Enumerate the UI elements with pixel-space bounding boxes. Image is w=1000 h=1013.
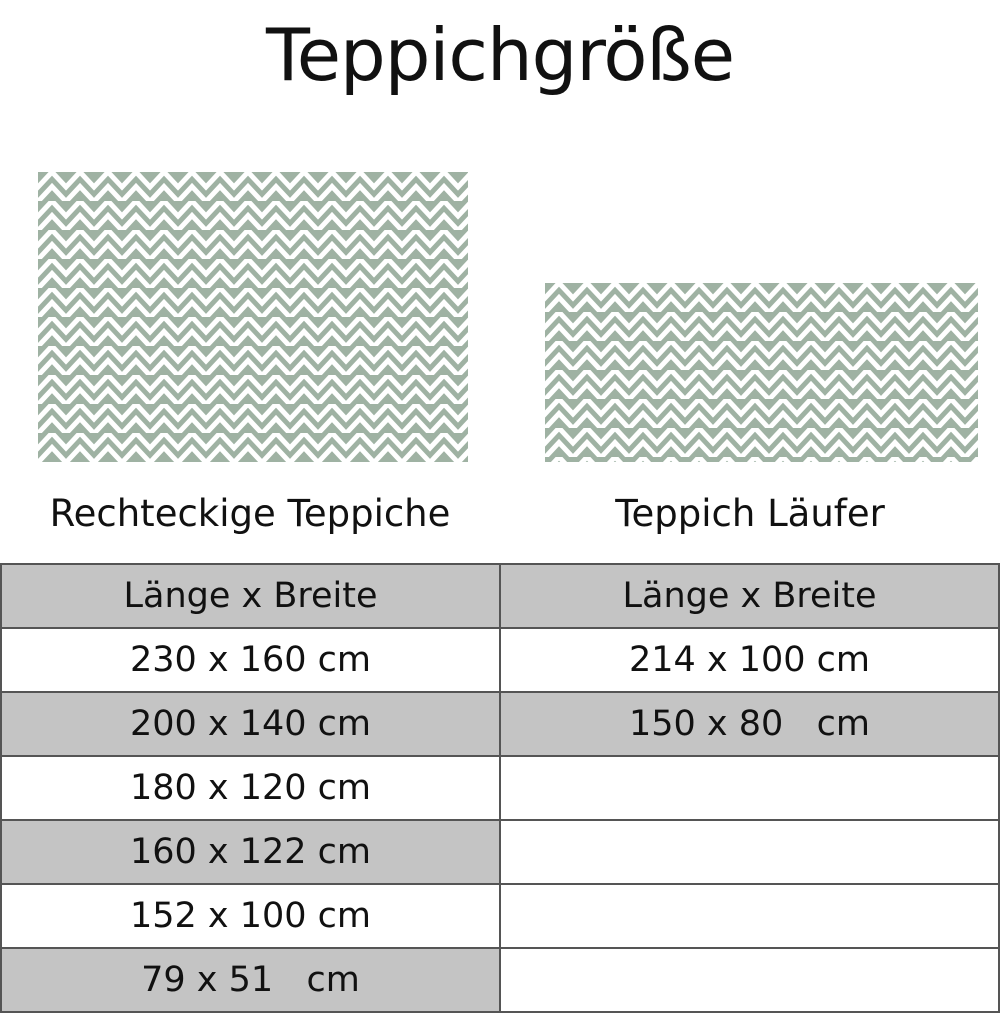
cell-rect-size: 152 x 100 cm <box>1 884 500 948</box>
cell-rect-size: 200 x 140 cm <box>1 692 500 756</box>
cell-runner-size: 150 x 80 cm <box>500 692 999 756</box>
cell-runner-size: 214 x 100 cm <box>500 628 999 692</box>
cell-runner-empty <box>500 756 999 820</box>
rectangular-rug-caption: Rechteckige Teppiche <box>49 492 451 535</box>
cell-rect-size: 160 x 122 cm <box>1 820 500 884</box>
cell-rect-size: 230 x 160 cm <box>1 628 500 692</box>
header-cell-runner: Länge x Breite <box>500 564 999 628</box>
cell-rect-size: 79 x 51 cm <box>1 948 500 1012</box>
table-row <box>1 756 999 820</box>
table-header-row <box>1 564 999 628</box>
table-row <box>1 884 999 948</box>
cell-runner-empty <box>500 948 999 1012</box>
chevron-pattern-icon <box>545 283 978 462</box>
chevron-pattern-icon <box>38 172 468 462</box>
size-table <box>0 563 1000 1013</box>
rectangular-rug-swatch <box>38 172 468 462</box>
cell-runner-empty <box>500 884 999 948</box>
table-row <box>1 692 999 756</box>
cell-runner-empty <box>500 820 999 884</box>
table-row <box>1 948 999 1012</box>
header-cell-rectangular: Länge x Breite <box>1 564 500 628</box>
runner-rug-caption: Teppich Läufer <box>615 492 885 535</box>
page-title: Teppichgröße <box>265 13 735 97</box>
cell-rect-size: 180 x 120 cm <box>1 756 500 820</box>
table-row <box>1 820 999 884</box>
runner-rug-swatch <box>545 283 978 462</box>
table-row <box>1 628 999 692</box>
